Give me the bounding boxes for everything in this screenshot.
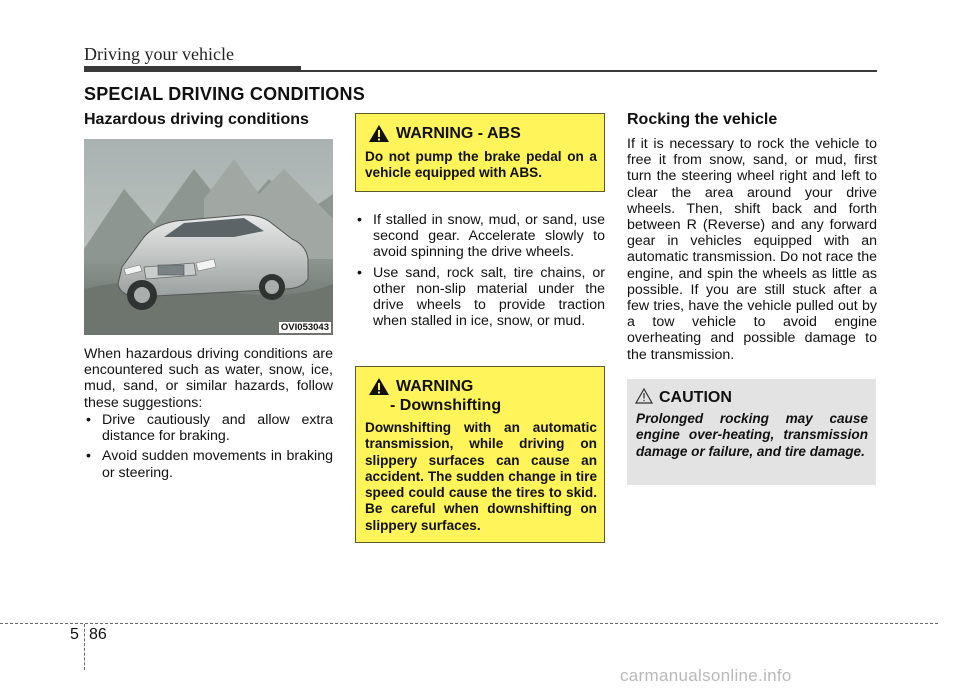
warning-abs-box — [355, 113, 605, 192]
warning-downshift-box — [355, 366, 605, 543]
header-rule-thin — [301, 70, 877, 72]
warning-icon — [368, 124, 390, 143]
car-illustration — [84, 139, 333, 335]
warning-abs-title: WARNING - ABS — [396, 125, 521, 142]
running-header: Driving your vehicle — [84, 44, 234, 64]
hazardous-intro: When hazardous driving conditions are encountered such as water, snow, ice, mud, sand, or similar hazards, follow these suggestions: — [84, 346, 333, 411]
chapter-number: 5 — [70, 626, 79, 643]
middle-bullet-list — [355, 212, 605, 329]
caution-text: Prolonged rocking may cause engine over-heating, transmission damage or failure, and tire damage. — [636, 411, 868, 459]
warning-icon — [368, 377, 390, 396]
caution-icon — [635, 388, 653, 404]
photo-caption: OVI053043 — [280, 322, 329, 333]
list-item: • Use sand, rock salt, tire chains, or other non-slip material under the drive wheels to provide traction when stalled in ice, snow, or mud. — [355, 265, 605, 330]
warning-downshift-text: Downshifting with an automatic transmission, while driving on slippery surfaces can cause an accident. The sudden change in tire speed could cause the tires to skid. Be careful when downshifting on slippery surfaces. — [365, 420, 597, 533]
car-photo — [84, 139, 333, 335]
warning-abs-text: Do not pump the brake pedal on a vehicle equipped with ABS. — [365, 149, 597, 181]
hazardous-title: Hazardous driving conditions — [84, 111, 309, 128]
footer-divider — [84, 624, 85, 670]
header-rule-thick — [84, 66, 301, 72]
warning-downshift-subtitle: - Downshifting — [390, 397, 502, 414]
page-number: 86 — [89, 626, 107, 643]
rocking-title: Rocking the vehicle — [627, 111, 778, 128]
list-item: • Drive cautiously and allow extra distance for braking. — [84, 412, 333, 444]
footer-rule — [0, 623, 938, 624]
warning-downshift-title: WARNING — [396, 378, 474, 395]
section-title: SPECIAL DRIVING CONDITIONS — [84, 84, 365, 104]
caution-title: CAUTION — [659, 389, 732, 406]
rocking-text: If it is necessary to rock the vehicle to free it from snow, sand, or mud, first turn the steering wheel right and left to clear the area around your drive wheels. Then, shift back and forth between R (Reverse) and any forward gear in vehicles equipped with an automatic transmission. Do not race the engine, and spin the wheels as little as possible. If you are still stuck after a few tries, have the vehicle pulled out by a tow vehicle to avoid engine overheating and possible damage to the transmission. — [627, 136, 877, 363]
watermark: carmanualsonline.info — [620, 666, 792, 685]
list-item: • If stalled in snow, mud, or sand, use second gear. Accelerate slowly to avoid spinning the drive wheels. — [355, 212, 605, 261]
hazardous-bullet-list — [84, 412, 333, 481]
list-item: • Avoid sudden movements in braking or steering. — [84, 448, 333, 480]
caution-box — [627, 379, 876, 485]
